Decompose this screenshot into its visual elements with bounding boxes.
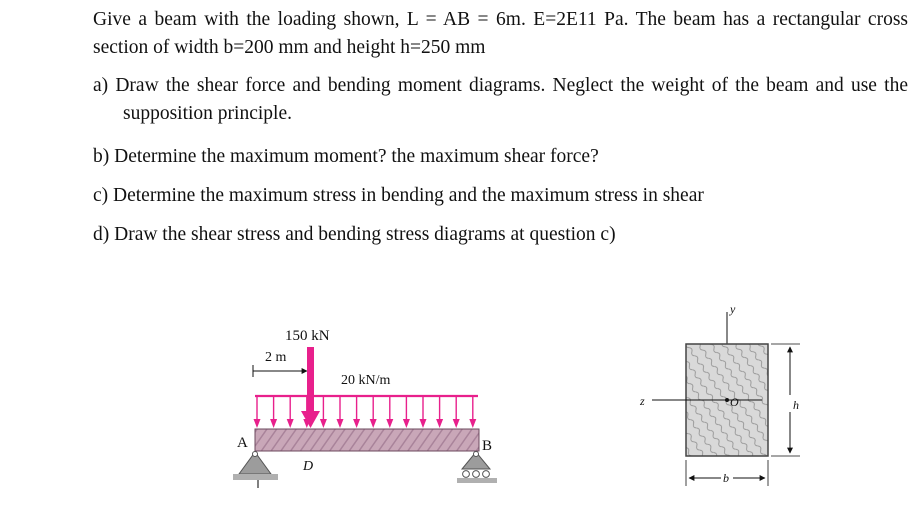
beam <box>255 429 479 451</box>
udl-arrow-head <box>453 419 460 428</box>
distributed-load-arrows <box>254 396 477 428</box>
origin-label: O <box>730 395 739 409</box>
height-label: h <box>793 398 799 412</box>
cross-section-figure <box>639 302 800 486</box>
point-load-arrow <box>301 347 320 428</box>
udl-arrow-head <box>353 419 360 428</box>
point-load-label: 150 kN <box>285 328 330 344</box>
support-a-label: A <box>237 435 248 451</box>
centroid <box>725 398 729 402</box>
udl-arrow-head <box>320 419 327 428</box>
point-d-label: D <box>303 459 314 474</box>
question-d: d) Draw the shear stress and bending stress diagrams at question c) <box>93 224 616 245</box>
distributed-load <box>254 396 479 428</box>
udl-arrow-head <box>420 419 427 428</box>
distributed-load-label: 20 kN/m <box>341 373 391 388</box>
question-a: a) Draw the shear force and bending moment diagrams. Neglect the weight of the beam and use the supposition principle. <box>93 75 908 124</box>
z-axis-label: z <box>640 394 645 408</box>
udl-arrow-head <box>270 419 277 428</box>
udl-arrow-head <box>254 419 261 428</box>
udl-arrow-head <box>469 419 476 428</box>
udl-arrow-head <box>403 419 410 428</box>
roller-support-b <box>457 452 497 484</box>
problem-intro: Give a beam with the loading shown, L = AB = 6m. E=2E11 Pa. The beam has a rectangular cross section of width b=200 mm and height h=250 mm <box>93 9 908 58</box>
beam-figure <box>233 328 497 488</box>
support-b-label: B <box>482 438 493 454</box>
y-axis-label: y <box>730 302 736 316</box>
distance-dimension <box>253 365 307 377</box>
distance-label: 2 m <box>265 350 287 365</box>
question-b: b) Determine the maximum moment? the maximum shear force? <box>93 146 599 167</box>
udl-arrow-head <box>436 419 443 428</box>
question-c: c) Determine the maximum stress in bending and the maximum stress in shear <box>93 185 704 206</box>
udl-arrow-head <box>386 419 393 428</box>
udl-arrow-head <box>370 419 377 428</box>
pin-support-a <box>233 452 278 489</box>
udl-arrow-head <box>287 419 294 428</box>
width-label: b <box>723 471 729 485</box>
udl-arrow-head <box>337 419 344 428</box>
